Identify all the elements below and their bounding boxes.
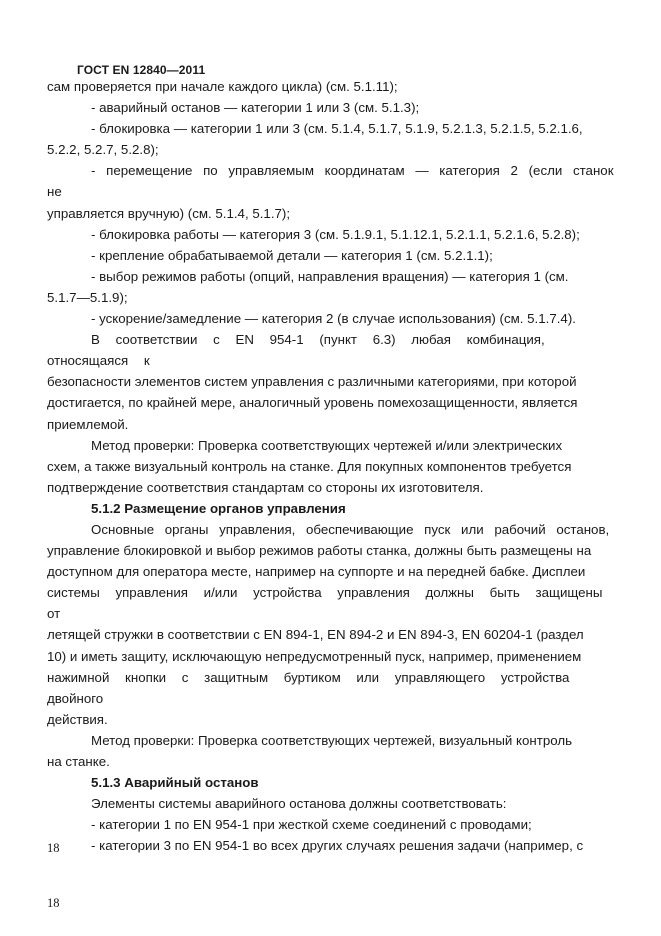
paragraph-line: достигается, по крайней мере, аналогичный уровень помехозащищенности, является [47, 395, 578, 411]
paragraph-line: доступном для оператора месте, например на суппорте и на передней бабке. Дисплеи [47, 564, 586, 580]
text-line: 5.1.7—5.1.9); [47, 289, 128, 305]
text-line: управляется вручную) (см. 5.1.4, 5.1.7); [47, 205, 291, 221]
paragraph-line: действия. [47, 711, 108, 727]
paragraph-line: летящей стружки в соответствии с EN 894-1, EN 894-2 и EN 894-3, EN 60204-1 (раздел [47, 627, 584, 643]
list-item: - аварийный останов — категории 1 или 3 (см. 5.1.3); [91, 100, 420, 116]
list-item: - выбор режимов работы (опций, направления вращения) — категория 1 (см. [91, 268, 569, 284]
paragraph-line: системы управления и/или устройства управления должны быть защищены от [47, 585, 603, 622]
paragraph-line: управление блокировкой и выбор режимов работы станка, должны быть размещены на [47, 543, 592, 559]
paragraph-line: Метод проверки: Проверка соответствующих чертежей, визуальный контроль [91, 732, 573, 748]
paragraph-line: на станке. [47, 754, 110, 769]
list-item: - блокировка — категории 1 или 3 (см. 5.1.4, 5.1.7, 5.1.9, 5.2.1.3, 5.2.1.5, 5.2.1.6, [91, 121, 583, 137]
list-item: - блокировка работы — категория 3 (см. 5.1.9.1, 5.1.12.1, 5.2.1.1, 5.2.1.6, 5.2.8); [91, 226, 580, 242]
paragraph-line: безопасности элементов систем управления с различными категориями, при которой [47, 374, 577, 390]
section-heading: 5.1.3 Аварийный останов [91, 775, 259, 791]
section-heading: 5.1.2 Размещение органов управления [91, 500, 346, 516]
paragraph-line: приемлемой. [47, 416, 129, 432]
document-header: ГОСТ EN 12840—2011 [77, 63, 206, 77]
paragraph-line: подтверждение соответствия стандартам со стороны их изготовителя. [47, 479, 484, 495]
list-item: - крепление обрабатываемой детали — категория 1 (см. 5.2.1.1); [91, 247, 493, 263]
page-number: 18 [47, 841, 60, 855]
paragraph-line: Основные органы управления, обеспечивающие пуск или рабочий останов, [91, 521, 610, 537]
list-item: - категории 1 по EN 954-1 при жесткой схеме соединений с проводами; [91, 817, 532, 833]
list-item: - ускорение/замедление — категория 2 (в случае использования) (см. 5.1.7.4). [91, 311, 576, 327]
paragraph-line: нажимной кнопки с защитным буртиком или управляющего устройства двойного [47, 669, 570, 706]
document-body [47, 76, 622, 856]
page-number-bottom: 18 [47, 896, 60, 910]
paragraph-line: схем, а также визуальный контроль на станке. Для покупных компонентов требуется [47, 458, 572, 474]
list-item: - категории 3 по EN 954-1 во всех других случаях решения задачи (например, с [91, 838, 584, 854]
list-item: - перемещение по управляемым координатам — категория 2 (если станок не [47, 163, 614, 200]
paragraph-line: Элементы системы аварийного останова должны соответствовать: [91, 796, 507, 812]
paragraph-line: Метод проверки: Проверка соответствующих чертежей и/или электрических [91, 437, 563, 453]
text-line: сам проверяется при начале каждого цикла) (см. 5.1.11); [47, 79, 398, 94]
paragraph-line: 10) и иметь защиту, исключающую непредусмотренный пуск, например, применением [47, 648, 582, 664]
text-line: 5.2.2, 5.2.7, 5.2.8); [47, 142, 159, 158]
paragraph-line: В соответствии с EN 954-1 (пункт 6.3) любая комбинация, относящаяся к [47, 332, 545, 369]
